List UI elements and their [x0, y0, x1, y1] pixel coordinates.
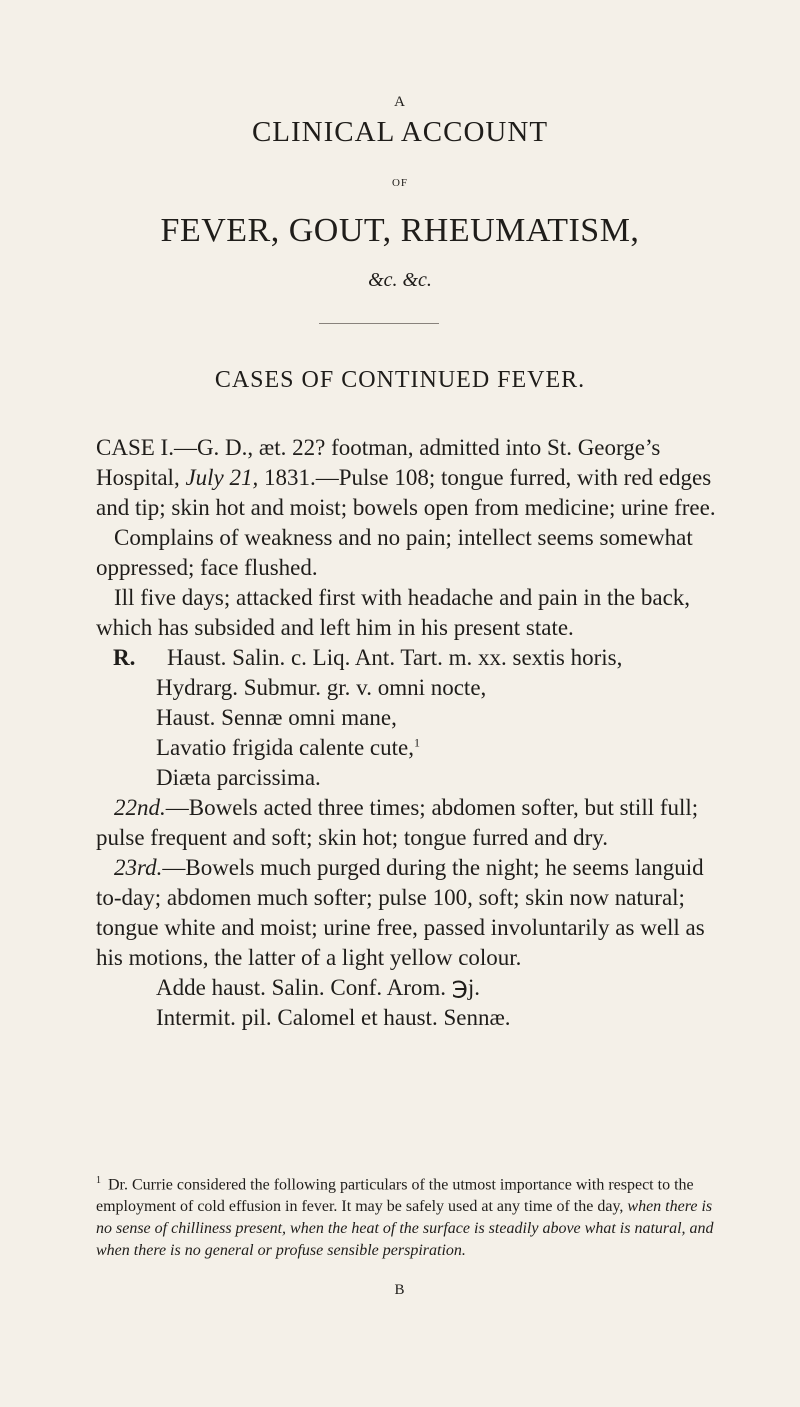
date-22nd: 22nd. — [114, 795, 166, 820]
prescription-first-line — [96, 643, 728, 673]
footnote-text-italic: when there is no sense of chilliness present, when the heat of the surface is steadily above what is natural, and when there is no general or profuse sensible perspiration. — [96, 1198, 714, 1260]
entry-23rd — [96, 853, 728, 973]
case-i-prefix: CASE I.—G. D., æt. 22? footman, admitted into St. George’s Hospital, — [96, 435, 661, 490]
section-title: CASES OF CONTINUED FEVER. — [214, 367, 586, 393]
complaints-paragraph: Complains of weakness and no pain; intellect seems somewhat oppressed; face flushed. — [96, 525, 693, 580]
footnote-marker-inline: 1 — [413, 735, 420, 750]
date-23rd: 23rd. — [114, 855, 163, 880]
intermit-line: Intermit. pil. Calomel et haust. Sennæ. — [156, 1005, 511, 1030]
prescription-line-2: Hydrarg. Submur. gr. v. omni nocte, — [156, 675, 487, 700]
entry-22nd-text: —Bowels acted three times; abdomen softer, but still full; pulse frequent and soft; skin hot; tongue furred and dry. — [96, 795, 699, 850]
divider-rule — [319, 323, 439, 324]
ill-five-days-paragraph: Ill five days; attacked first with headache and pain in the back, which has subsided and left him in his present state. — [96, 585, 691, 640]
case-i-date: July 21, — [185, 465, 259, 490]
adde-line: Adde haust. Salin. Conf. Arom. ℈j. — [156, 975, 480, 1000]
page-title-line-1: CLINICAL ACCOUNT — [251, 116, 549, 148]
title-connector-of: OF — [391, 177, 409, 189]
footnote — [96, 1170, 728, 1262]
page-title-line-2: FEVER, GOUT, RHEUMATISM, — [160, 212, 640, 249]
prescription-line-4-text: Lavatio frigida calente cute, — [156, 735, 414, 760]
prescription-line-5: Diæta parcissima. — [156, 765, 321, 790]
footnote-text — [96, 1170, 728, 1262]
signature-letter: B — [394, 1282, 406, 1298]
case-i-suffix: 1831.—Pulse 108; tongue furred, with red edges and tip; skin hot and moist; bowels open from medicine; urine free. — [96, 465, 716, 520]
case-body — [96, 433, 728, 1033]
title-etc: &c. &c. — [368, 269, 432, 291]
prescription-line-4 — [96, 733, 728, 763]
entry-22nd — [96, 793, 728, 853]
footnote-marker: 1 — [96, 1175, 101, 1186]
prescription-symbol: R. — [113, 645, 136, 670]
case-i-paragraph — [96, 433, 728, 523]
prescription-block — [96, 643, 728, 793]
entry-23rd-text: —Bowels much purged during the night; he seems languid to-day; abdomen much softer; pulse 100, soft; skin now natural; tongue white and moist; urine free, passed involuntarily as well as his motions, the latter of a light yellow colour. — [96, 855, 705, 970]
prescription-line-3: Haust. Sennæ omni mane, — [156, 705, 397, 730]
prescription-line-1: Haust. Salin. c. Liq. Ant. Tart. m. xx. sextis horis, — [167, 645, 623, 670]
ornamental-a-letter: A — [394, 94, 406, 110]
footnote-text-prefix: Dr. Currie considered the following particulars of the utmost importance with respect to the employment of cold effusion in fever. It may be safely used at any time of the day, — [96, 1176, 694, 1216]
